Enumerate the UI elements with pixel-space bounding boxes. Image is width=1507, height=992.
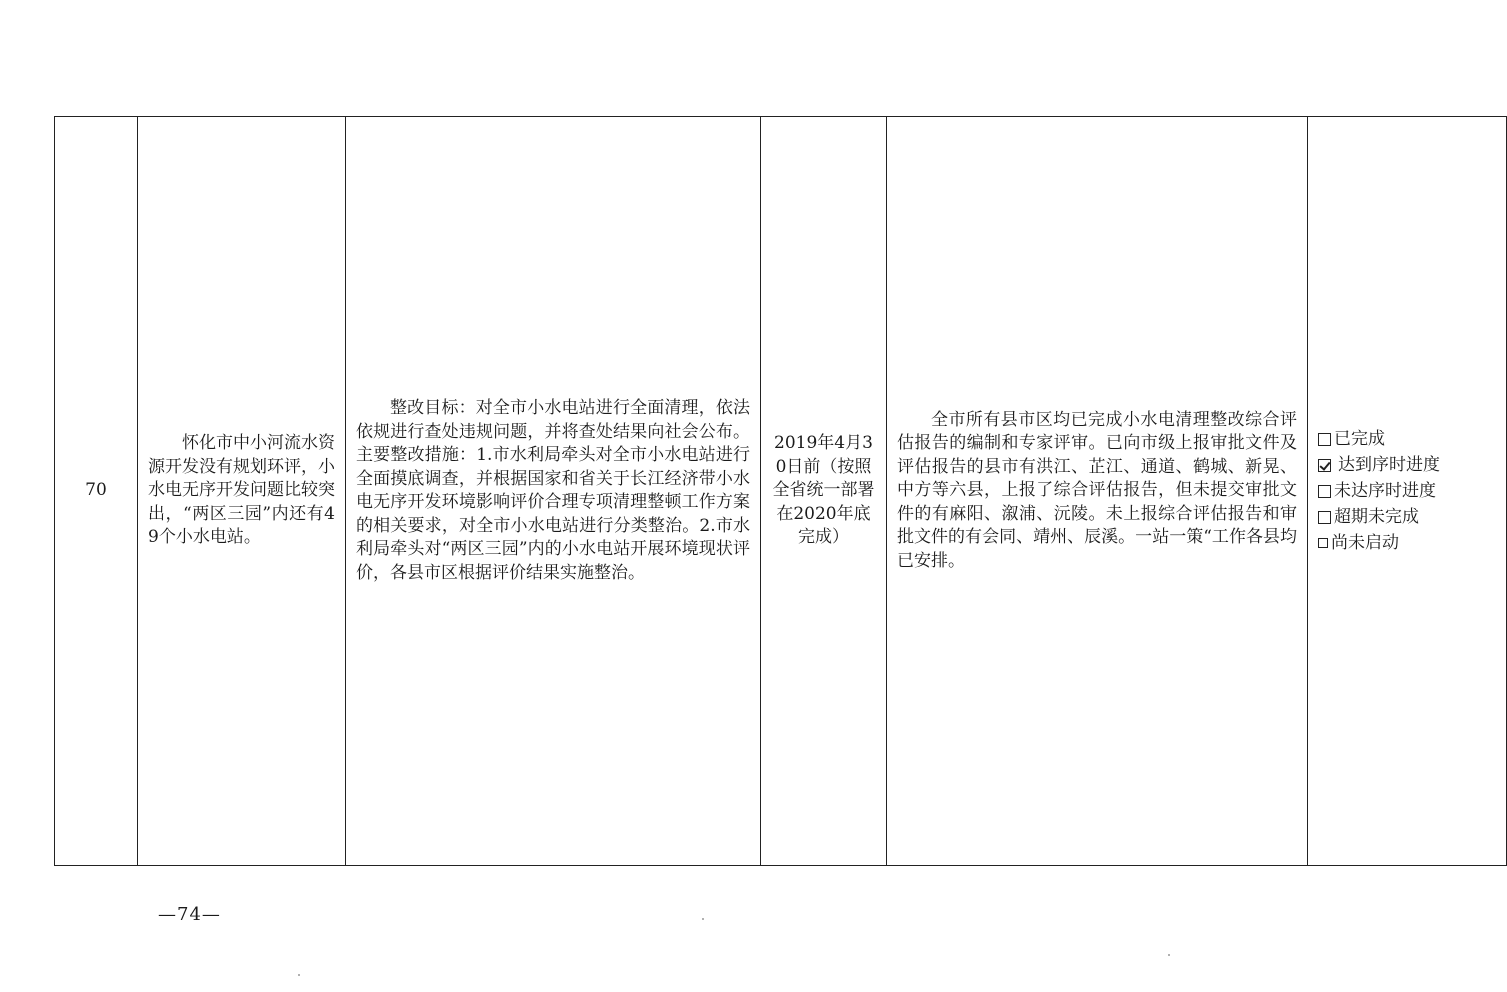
issue-cell	[138, 117, 346, 866]
status-label: 超期未完成	[1334, 507, 1419, 527]
deadline-cell	[761, 117, 887, 866]
status-option-completed	[1318, 426, 1496, 452]
row-number-cell	[55, 117, 138, 866]
measures-cell	[346, 117, 761, 866]
table-row	[55, 117, 1507, 866]
status-option-behind-schedule	[1318, 478, 1496, 504]
row-number: 70	[85, 480, 107, 501]
progress-cell	[887, 117, 1308, 866]
issue-text: 怀化市中小河流水资源开发没有规划环评，小水电无序开发问题比较突出，“两区三园”内还有49个小水电站。	[148, 433, 335, 548]
status-checklist	[1318, 426, 1496, 556]
checkbox-icon	[1318, 538, 1328, 548]
status-option-on-schedule	[1318, 452, 1496, 478]
checkbox-icon	[1318, 433, 1331, 446]
rectification-table	[54, 116, 1507, 866]
status-label: 达到序时进度	[1338, 455, 1440, 475]
scan-speck	[298, 974, 300, 976]
checked-box-icon	[1318, 459, 1331, 472]
status-option-not-started	[1318, 530, 1496, 556]
status-label: 已完成	[1334, 429, 1385, 449]
scan-speck	[1168, 954, 1170, 956]
measures-text: 整改目标：对全市小水电站进行全面清理，依法依规进行查处违规问题，并将查处结果向社会公布。主要整改措施：1.市水利局牵头对全市小水电站进行全面摸底调查，并根据国家和省关于长江经济带小水电无序开发环境影响评价合理专项清理整顿工作方案的相关要求，对全市小水电站进行分类整治。2.市水利局牵头对“两区三园”内的小水电站开展环境现状评价，各县市区根据评价结果实施整治。	[356, 398, 750, 583]
checkbox-icon	[1318, 511, 1331, 524]
status-option-overdue	[1318, 504, 1496, 530]
page-number: —74—	[158, 904, 221, 925]
scan-speck	[702, 918, 704, 920]
status-cell	[1308, 117, 1507, 866]
status-label: 未达序时进度	[1334, 481, 1436, 501]
progress-text: 全市所有县市区均已完成小水电清理整改综合评估报告的编制和专家评审。已向市级上报审批文件及评估报告的县市有洪江、芷江、通道、鹤城、新晃、中方等六县，上报了综合评估报告，但未提交审批文件的有麻阳、溆浦、沅陵。未上报综合评估报告和审批文件的有会同、靖州、辰溪。一站一策“工作各县均已安排。	[897, 409, 1297, 571]
status-label: 尚未启动	[1331, 533, 1399, 553]
deadline-text: 2019年4月30日前（按照全省统一部署在2020年底完成）	[772, 433, 875, 548]
checkbox-icon	[1318, 485, 1331, 498]
